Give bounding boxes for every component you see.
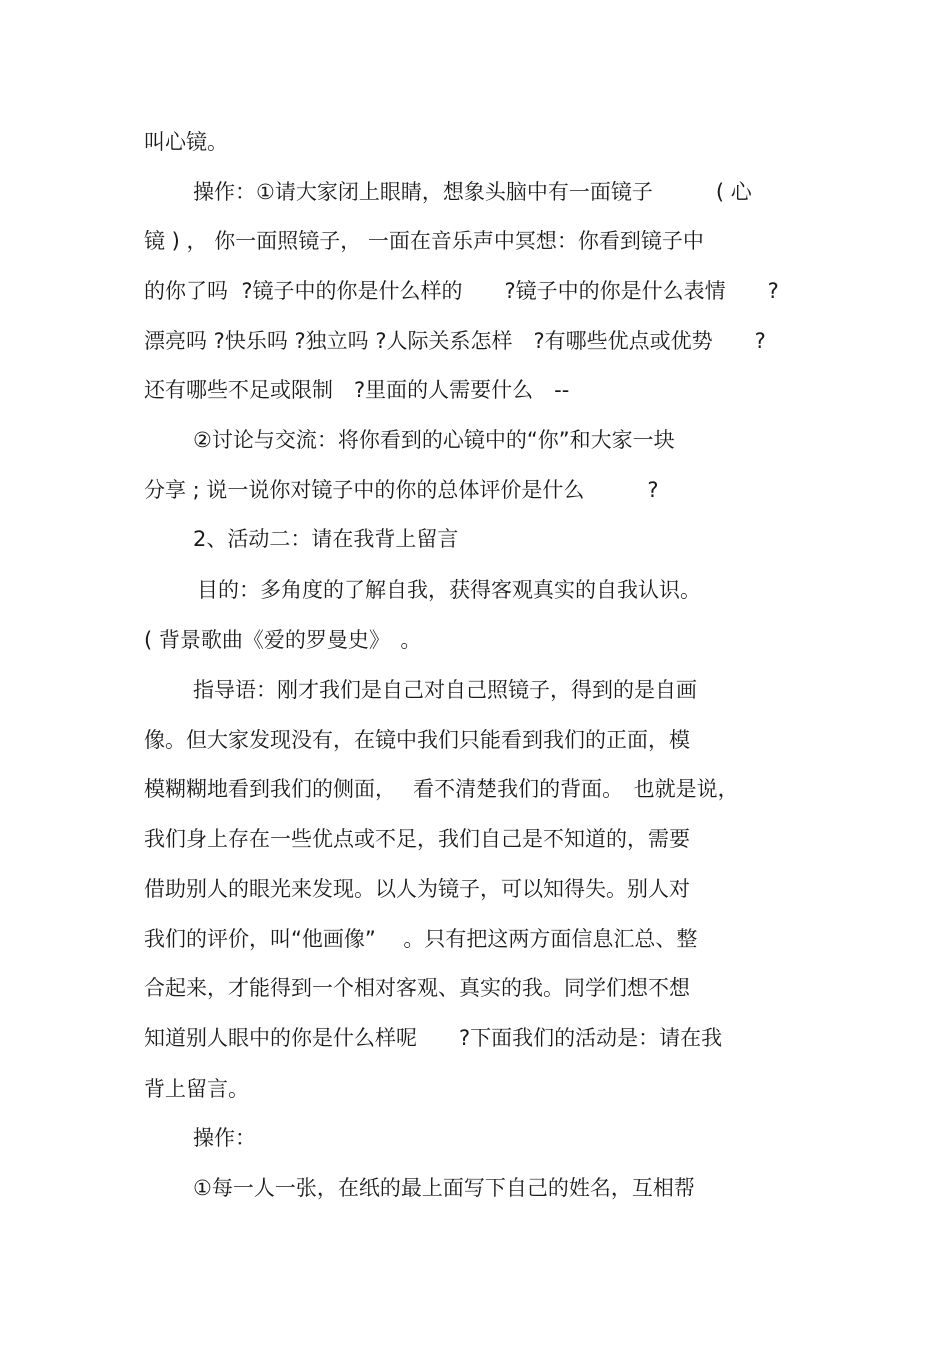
text-line-13: 像。但大家发现没有，在镜中我们只能看到我们的正面，模 [144,728,690,752]
text-line-10: 目的：多角度的了解自我，获得客观真实的自我认识。 [197,578,701,602]
section-heading: 2、活动二：请在我背上留言 [193,527,459,551]
text-line-4: 的你了吗 ?镜子中的你是什么样的 ?镜子中的你是什么表情 ? [144,279,779,303]
text-line-15: 我们身上存在一些优点或不足，我们自己是不知道的，需要 [144,827,690,851]
text-line-19: 知道别人眼中的你是什么样呢 ?下面我们的活动是：请在我 [144,1026,723,1050]
text-line-14: 模糊糊地看到我们的侧面， 看不清楚我们的背面。 也就是说， [144,777,739,801]
text-line-22: ①每一人一张，在纸的最上面写下自己的姓名，互相帮 [193,1176,695,1200]
text-line-7: ②讨论与交流：将你看到的心镜中的“你”和大家一块 [193,428,675,452]
text-line-3: 镜 ) ， 你一面照镜子， 一面在音乐声中冥想：你看到镜子中 [144,229,704,253]
text-line-2: 操作：①请大家闭上眼睛，想象头脑中有一面镜子 ( 心 [193,180,752,204]
text-line-1: 叫心镜。 [144,130,228,154]
text-line-12: 指导语：刚才我们是自己对自己照镜子，得到的是自画 [193,678,697,702]
text-line-21: 操作： [193,1126,256,1150]
text-line-11: ( 背景歌曲《爱的罗曼史》 。 [144,628,422,652]
text-line-6: 还有哪些不足或限制 ?里面的人需要什么 -- [144,378,570,402]
text-line-5: 漂亮吗 ?快乐吗 ?独立吗 ?人际关系怎样 ?有哪些优点或优势 ? [144,329,766,353]
text-line-16: 借助别人的眼光来发现。以人为镜子，可以知得失。别人对 [144,877,690,901]
text-line-18: 合起来，才能得到一个相对客观、真实的我。同学们想不想 [144,976,690,1000]
text-line-8: 分享 ; 说一说你对镜子中的你的总体评价是什么 ? [144,478,659,502]
text-line-20: 背上留言。 [144,1077,249,1101]
text-line-17: 我们的评价，叫“他画像” 。只有把这两方面信息汇总、整 [144,927,698,951]
